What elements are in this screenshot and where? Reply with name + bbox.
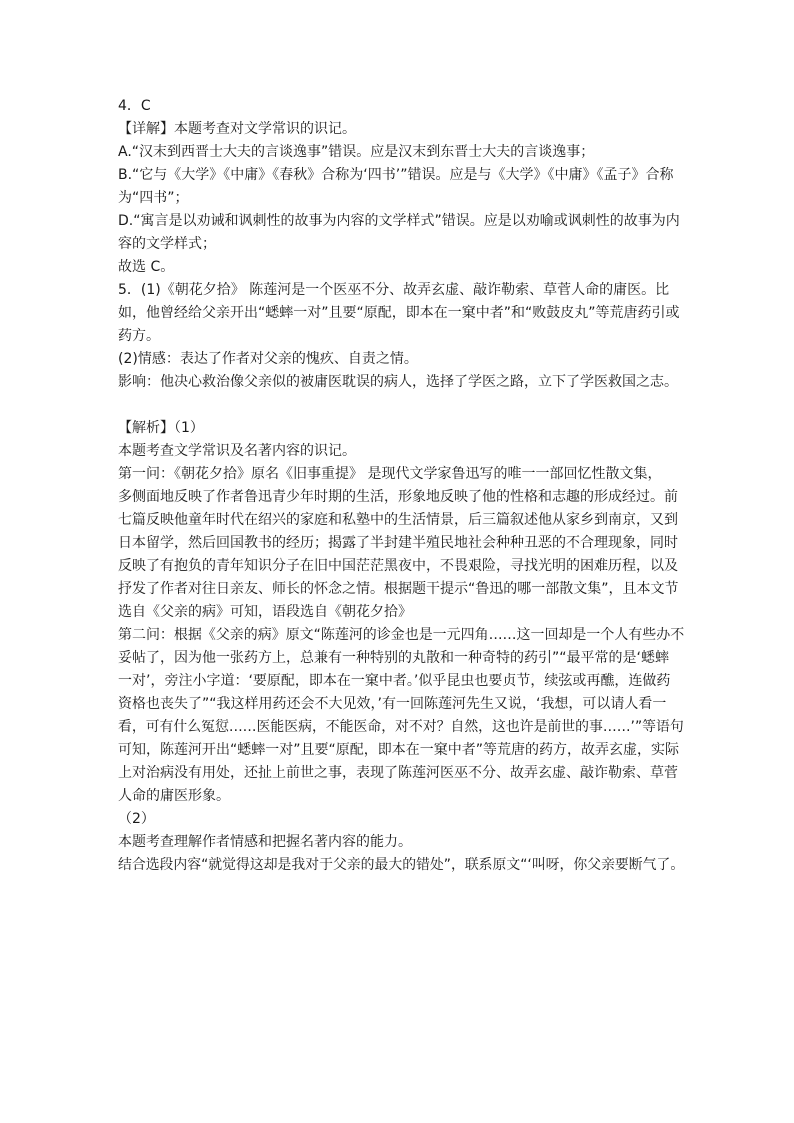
analysis-1-q1-line3: 七篇反映他童年时代在绍兴的家庭和私塾中的生活情景，后三篇叙述他从家乡到南京，又到 — [118, 512, 678, 528]
analysis-1-q2-line6: 可知，陈莲河开出“蟋蟀一对”且要“原配，即本在一窠中者”等荒唐的药方，故弄玄虚，实际 — [118, 742, 680, 758]
analysis-1-q1-line2: 多侧面地反映了作者鲁迅青少年时期的生活，形象地反映了他的性格和志趣的形成经过。前 — [118, 489, 678, 505]
analysis-2-heading: （2） — [118, 811, 155, 827]
analysis-1-q2-line3: 一对’，旁注小字道：‘要原配，即本在一窠中者。’似乎昆虫也要贞节，续弦或再醮，连做药 — [118, 673, 671, 689]
analysis-1-q2: 第二问：根据《父亲的病》原文“陈莲河的诊金也是一元四角……这一回却是一个人有些办不 — [118, 627, 685, 643]
answer-5-part-1: 5．(1)《朝花夕拾》 陈莲河是一个医巫不分、故弄玄虚、敲诈勒索、草菅人命的庸医。比 — [118, 282, 670, 298]
answer-4-heading: 4．C — [118, 98, 151, 114]
analysis-1-q1-line4: 日本留学，然后回国教书的经历；揭露了半封建半殖民地社会种种丑恶的不合理现象，同时 — [118, 535, 678, 551]
answer-4-option-a: A.“汉末到西晋士大夫的言谈逸事”错误。应是汉末到东晋士大夫的言谈逸事； — [118, 144, 595, 160]
analysis-1-q2-line8: 人命的庸医形象。 — [118, 788, 230, 804]
answer-5-part-2-emotion: (2)情感：表达了作者对父亲的愧疚、自责之情。 — [118, 351, 418, 367]
analysis-1-q2-line2: 妥帖了，因为他一张药方上，总兼有一种特别的丸散和一种奇特的药引”“最平常的是‘蟋蟀 — [118, 650, 669, 666]
answer-4-option-d-cont: 容的文学样式； — [118, 236, 216, 252]
answer-text-block — [118, 95, 685, 877]
analysis-1-q1-line6: 抒发了作者对往日亲友、师长的怀念之情。根据题干提示“鲁迅的哪一部散文集”，且本文节 — [118, 581, 679, 597]
analysis-1-q2-line5: 看，可有什么冤愆……医能医病，不能医命，对不对？自然，这也许是前世的事……’”等语句 — [118, 719, 684, 735]
analysis-2-intro: 本题考查理解作者情感和把握名著内容的能力。 — [118, 834, 412, 850]
analysis-1-q1: 第一问：《朝花夕拾》原名《旧事重提》 是现代文学家鲁迅写的唯一一部回忆性散文集， — [118, 466, 662, 482]
analysis-heading: 【解析】（1） — [118, 420, 204, 436]
answer-4-option-d: D.“寓言是以劝诫和讽刺性的故事为内容的文学样式”错误。应是以劝喻或讽刺性的故事为内 — [118, 213, 680, 229]
analysis-1-intro: 本题考查文学常识及名著内容的识记。 — [118, 443, 356, 459]
paragraph-gap — [118, 394, 680, 417]
analysis-1-q2-line7: 上对治病没有用处，还扯上前世之事，表现了陈莲河医巫不分、故弄玄虚、敲诈勒索、草菅 — [118, 765, 678, 781]
answer-4-explanation-title: 【详解】本题考查对文学常识的识记。 — [118, 121, 356, 137]
analysis-1-q1-line7: 选自《父亲的病》可知，语段选自《朝花夕拾》 — [118, 604, 412, 620]
answer-4-conclusion: 故选 C。 — [118, 259, 175, 275]
answer-5-part-1-end: 药方。 — [118, 328, 160, 344]
answer-5-part-2-influence: 影响：他决心救治像父亲似的被庸医耽误的病人，选择了学医之路，立下了学医救国之志。 — [118, 374, 678, 390]
answer-4-option-b: B.“它与《大学》《中庸》《春秋》合称为‘四书’”错误。应是与《大学》《中庸》《孟子》合称 — [118, 167, 674, 183]
analysis-2-line1: 结合选段内容“就觉得这却是我对于父亲的最大的错处”，联系原文“‘叫呀，你父亲要断气了。 — [118, 857, 685, 873]
answer-4-option-b-cont: 为“四书”； — [118, 190, 189, 206]
analysis-1-q1-line5: 反映了有抱负的青年知识分子在旧中国茫茫黑夜中，不畏艰险，寻找光明的困难历程，以及 — [118, 558, 678, 574]
answer-5-part-1-cont: 如，他曾经给父亲开出“蟋蟀一对”且要“原配，即本在一窠中者”和“败鼓皮丸”等荒唐药引或 — [118, 305, 680, 321]
analysis-1-q2-line4: 资格也丧失了”“我这样用药还会不大见效，’有一回陈莲河先生又说，‘我想，可以请人看一 — [118, 696, 667, 712]
